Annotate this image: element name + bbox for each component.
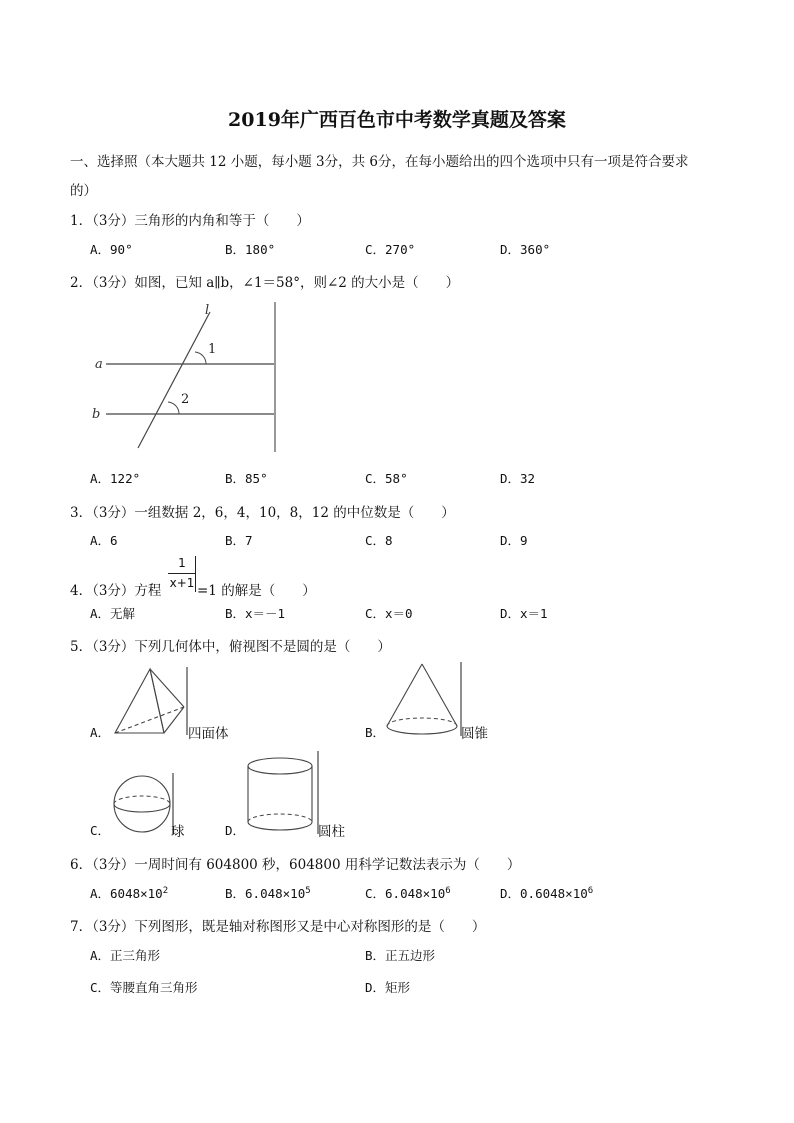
question-3-option-c: C．8 — [365, 533, 393, 548]
question-6-option-c: C．$6.048\times 10^6$ — [365, 885, 451, 901]
question-1-stem: 1．（3分）三角形的内角和等于（ ） — [70, 213, 310, 229]
question-7-option-a: A．正三角形 — [90, 948, 161, 963]
question-2-option-b: B．85° — [225, 471, 268, 486]
question-7-option-b: B．正五边形 — [365, 948, 436, 963]
question-6-option-d: D．$0.6048\times 10^6$ — [500, 885, 594, 901]
question-7-option-d: D．矩形 — [365, 980, 411, 995]
question-4-stem-prefix: 4．（3分）方程 — [70, 583, 162, 599]
question-4-option-d: D．x＝1 — [500, 606, 548, 621]
fraction-denominator: x+1 — [169, 576, 195, 590]
question-1-option-c: C．270° — [365, 242, 416, 257]
question-5-option-b-letter: B． — [365, 725, 386, 740]
question-5-option-c-caption: 球 — [171, 824, 185, 840]
parallel-lines-figure — [88, 300, 280, 458]
label-a: a — [95, 357, 103, 372]
question-6-stem: 6．（3分）一周时间有 604800 秒，604800 用科学记数法表示为（ ） — [70, 857, 521, 873]
section-heading-line2: 的） — [70, 183, 97, 199]
tetrahedron-figure — [112, 665, 190, 737]
question-3-option-a: A．6 — [90, 533, 118, 548]
cone-figure — [384, 660, 464, 740]
question-4-option-b: B．x＝－1 — [225, 606, 286, 621]
question-2-option-c: C．58° — [365, 471, 408, 486]
question-4-stem-suffix: =1 的解是（ ） — [197, 583, 316, 599]
question-5-option-c-letter: C． — [90, 823, 111, 838]
question-3-stem: 3．（3分）一组数据 2，6，4，10，8，12 的中位数是（ ） — [70, 505, 455, 521]
question-7-stem: 7．（3分）下列图形，既是轴对称图形又是中心对称图形的是（ ） — [70, 919, 486, 935]
sphere-figure — [110, 772, 176, 836]
question-5-option-a-letter: A． — [90, 725, 111, 740]
question-6-option-a: A．$6048\times 10^2$ — [90, 885, 169, 901]
question-5-stem: 5．（3分）下列几何体中，俯视图不是圆的是（ ） — [70, 639, 391, 655]
question-5-option-d-caption: 圆柱 — [318, 824, 345, 840]
question-7-option-c: C．等腰直角三角形 — [90, 980, 198, 995]
label-l: l — [205, 303, 210, 318]
question-1-option-d: D．360° — [500, 242, 551, 257]
page-title: 2019年广西百色市中考数学真题及答案 — [228, 109, 566, 131]
question-5-option-b-caption: 圆锥 — [461, 726, 488, 742]
question-3-option-d: D．9 — [500, 533, 528, 548]
fraction-bar — [168, 573, 196, 574]
section-heading-line1: 一、选择照（本大题共 12 小题，每小题 3分，共 6分，在每小题给出的四个选项中只有一项是符合要求 — [70, 154, 689, 170]
label-angle1: 1 — [208, 342, 217, 357]
question-4-option-c: C．x＝0 — [365, 606, 413, 621]
question-1-option-b: B．180° — [225, 242, 276, 257]
label-angle2: 2 — [181, 392, 190, 407]
question-5-option-a-caption: 四面体 — [188, 726, 229, 742]
fraction-numerator: 1 — [178, 556, 186, 570]
question-6-option-b: B．$6.048\times 10^5$ — [225, 885, 311, 901]
question-2-option-d: D．32 — [500, 471, 536, 486]
question-3-option-b: B．7 — [225, 533, 253, 548]
question-1-option-a: A．90° — [90, 242, 133, 257]
question-2-option-a: A．122° — [90, 471, 141, 486]
label-b: b — [92, 407, 101, 422]
question-2-stem: 2．（3分）如图，已知 a∥b，∠1＝58°，则∠2 的大小是（ ） — [70, 275, 460, 291]
cylinder-figure — [245, 750, 321, 836]
question-4-option-a: A．无解 — [90, 606, 136, 621]
question-5-option-d-letter: D． — [225, 823, 246, 838]
